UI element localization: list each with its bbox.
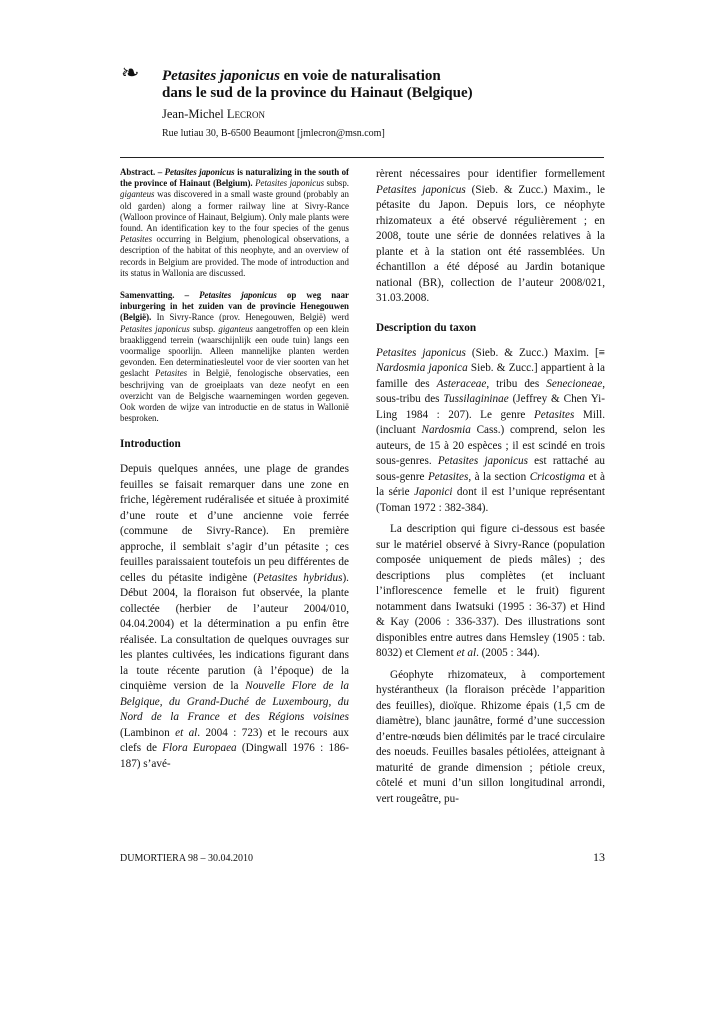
samenvatting-s4: giganteus xyxy=(218,323,253,334)
taxon-p1-15: Petasites japonicus xyxy=(437,455,528,467)
author-first: Jean-Michel xyxy=(162,107,227,121)
taxon-paragraph-1 xyxy=(376,346,605,517)
section-heading-introduction: Introduction xyxy=(120,438,181,451)
abstract-s3: giganteus xyxy=(120,189,155,200)
abstract-label: Abstract. – xyxy=(120,167,163,177)
intro-t8: Flora Europaea xyxy=(162,742,237,755)
abstract-s1: Petasites japonicus xyxy=(255,178,325,189)
taxon-p1-8: , sous-tribu des xyxy=(376,377,605,405)
taxon-p1-1: Petasites japonicus xyxy=(376,346,466,359)
intro-t1: Depuis quelques années, une plage de grandes feuilles se faisait remarquer dans une zone en friche, légèrement rudéralisée et située à proximité d’une route et d’une ancienne voie ferrée (commune de Sivry-Rance). En première approche, il semblait s’agir d’un pétasite ; ces feuilles paraissaient toutefois un peu différentes de celles du pétasite indigène ( xyxy=(120,463,349,584)
author-address: Rue lutiau 30, B-6500 Beaumont [jmlecron@msn.com] xyxy=(162,128,385,139)
samenvatting-title-rest: op weg naar inburgering in het zuiden van de provincie Henegouwen (België). xyxy=(120,290,349,323)
right-column xyxy=(376,167,605,807)
page-number: 13 xyxy=(593,850,605,864)
intro-t2: Petasites hybridus xyxy=(256,571,343,584)
samenvatting-s7: in België, fenologische observaties, een beschrijving van de groeiplaats van deze neofyt en een overzicht van de Belgische waarnemingen worden gegeven. Ook worden de wijze van introductie en de status in Wallonië besproken. xyxy=(120,368,350,424)
intro-t9: (Dingwall 1976 : 186-187) s’avé- xyxy=(120,742,349,770)
introduction-continued xyxy=(376,167,605,307)
samenvatting-s6: Petasites xyxy=(155,368,188,379)
taxon-p1-18: , à la section xyxy=(468,470,530,483)
taxon-p1-13: Nardosmia xyxy=(421,424,471,436)
intro-t5: (Lambinon xyxy=(120,726,176,739)
title-line1-rest: en voie de naturalisation xyxy=(279,68,441,84)
taxon-p1-7: Senecioneae xyxy=(546,377,603,390)
taxon-p1-22: dont il est l’unique représentant (Toman 1972 : 382-384). xyxy=(376,486,605,514)
samenvatting-label: Samenvatting. – xyxy=(120,290,190,301)
taxon-p1-5: Asteraceae xyxy=(436,377,487,390)
abstract-s6: occurring in Belgium, phenological observations, a description of the habitat of this neophyte, and an overview of records in Belgium are provided. The mode of introduction and its status in Wallonia are discussed. xyxy=(120,234,349,278)
title-line2: dans le sud de la province du Hainaut (Belgique) xyxy=(162,85,473,101)
right-intro-t1: rèrent nécessaires pour identifier formellement xyxy=(376,168,605,180)
taxon-p1-4: Sieb. & Zucc.] appartient à la famille des xyxy=(376,362,605,390)
author-name xyxy=(162,107,265,122)
abstract-english xyxy=(120,167,349,279)
fleuron-ornament: ❧ xyxy=(121,60,140,85)
taxon-p1-3: Nardosmia japonica xyxy=(376,362,468,374)
title-species: Petasites japonicus xyxy=(162,68,280,84)
abstract-s4: was discovered in a small waste ground (probably an old garden) along a former railway line at Sivry-Rance (Walloon province of Hainaut, Belgium). Only male plants were found. An identification key to the four species of the genus xyxy=(120,189,349,234)
taxon-p1-2: (Sieb. & Zucc.) Maxim. [≡ xyxy=(465,346,605,359)
taxon-p2-2: et al xyxy=(456,647,477,659)
taxon-paragraph-3: Géophyte rhizomateux, à comportement hystérantheux (la floraison précède l’apparition des feuilles), dioïque. Rhizome épais (1,5 cm de diamètre), blanc jaunâtre, formé d’une succession d’entre-nœuds bien délimités par le tracé circulaire des noeuds. Feuilles basales pétiolées, atteignant à maturité de grande dimension ; pétiole creux, côtelé et muni d’un sillon longitudinal arrondi, vert rougeâtre, pu- xyxy=(376,668,605,805)
taxon-p2-1: La description qui figure ci-dessous est basée sur le matériel observé à Sivry-Rance (population composée uniquement de pieds mâles) ; des descriptions plus complètes (et incluant l’inflorescence femelle et le fruit) figurent notamment dans Iwatsuki (1995 : 36-37) et Hind & Kay (2006 : 336-337). Des illustrations sont disponibles entre autres dans Hemsley (1905 : tab. 8032) et Clement xyxy=(376,523,605,659)
article-title xyxy=(162,68,602,102)
header-divider xyxy=(120,157,604,158)
abstract-title-rest: is naturalizing in the south of the province of Hainaut (Belgium). xyxy=(120,167,349,189)
abstract-title-italic: Petasites japonicus xyxy=(164,167,235,177)
right-intro-t2: Petasites japonicus xyxy=(376,183,466,196)
intro-t6: et al xyxy=(175,726,198,739)
taxon-p1-21: Japonici xyxy=(414,486,453,498)
author-last: Lecron xyxy=(226,107,266,121)
abstract-s2: subsp. xyxy=(324,178,349,189)
journal-footer: DUMORTIERA 98 – 30.04.2010 xyxy=(120,853,254,864)
taxon-paragraph-2 xyxy=(376,522,605,662)
taxon-p1-11: Petasites xyxy=(533,408,575,421)
samenvatting-s3: subsp. xyxy=(189,323,219,334)
introduction-paragraph xyxy=(120,462,349,772)
taxon-p1-12: Mill. (incluant xyxy=(376,408,605,436)
right-intro-t3: (Sieb. & Zucc.) Maxim., le pétasite du Japon. Depuis lors, ce néophyte rhizomateux a été observé régulièrement ; en 2008, toute une série de données relatives à la plante et à la station ont été rassemblées. Un échantillon a été déposé au Jardin botanique national (BR), collection de l’auteur 2008/021, 31.03.2008. xyxy=(376,183,605,304)
section-heading-taxon: Description du taxon xyxy=(376,321,477,334)
left-column xyxy=(120,167,349,772)
taxon-p1-6: , tribu des xyxy=(486,377,547,390)
intro-t4: Nouvelle Flore de la Belgique, du Grand-Duché de Luxembourg, du Nord de la France et des Régions voisines xyxy=(120,680,349,724)
samenvatting-s1: In Sivry-Rance (prov. Henegouwen, België) werd xyxy=(151,312,349,323)
abstract-s5: Petasites xyxy=(120,234,153,245)
taxon-p1-9: Tussilagininae xyxy=(443,393,509,405)
taxon-p1-16: est rattaché au sous-genre xyxy=(376,455,606,483)
taxon-p1-14: Cass.) comprend, selon les auteurs, de 15 à 20 espèces ; il est scindé en trois sous-genres. xyxy=(376,424,605,467)
samenvatting-s2: Petasites japonicus xyxy=(120,323,190,334)
intro-t7: . 2004 : 723) et le recours aux clefs de xyxy=(120,726,350,755)
taxon-p1-17: Petasites xyxy=(427,470,469,483)
taxon-p1-20: et à la série xyxy=(376,470,606,498)
abstract-dutch xyxy=(120,290,349,424)
taxon-p1-10: (Jeffrey & Chen Yi-Ling 1984 : 207). Le genre xyxy=(376,393,605,421)
samenvatting-title-italic: Petasites japonicus xyxy=(199,290,277,301)
samenvatting-s5: aangetroffen op een klein braakliggend terrein (waarschijnlijk een oude tuin) langs een voormalige spoorlijn. Alleen mannelijke planten werden gevonden. Een determinatiesleutel voor de vier soorten van het geslacht xyxy=(120,323,349,379)
taxon-p1-19: Cricostigma xyxy=(529,470,586,483)
taxon-p2-3: . (2005 : 344). xyxy=(476,647,540,659)
intro-t3: ). Début 2004, la floraison fut observée, la plante collectée (herbier de l’auteur 2004/010, 04.04.2004) et la détermination a pu enfin être réalisée. La consultation de quelques ouvrages sur les plantes cultivées, les indications figurant dans la toute récente parution (à l’époque) de la cinquième version de la xyxy=(120,571,349,693)
